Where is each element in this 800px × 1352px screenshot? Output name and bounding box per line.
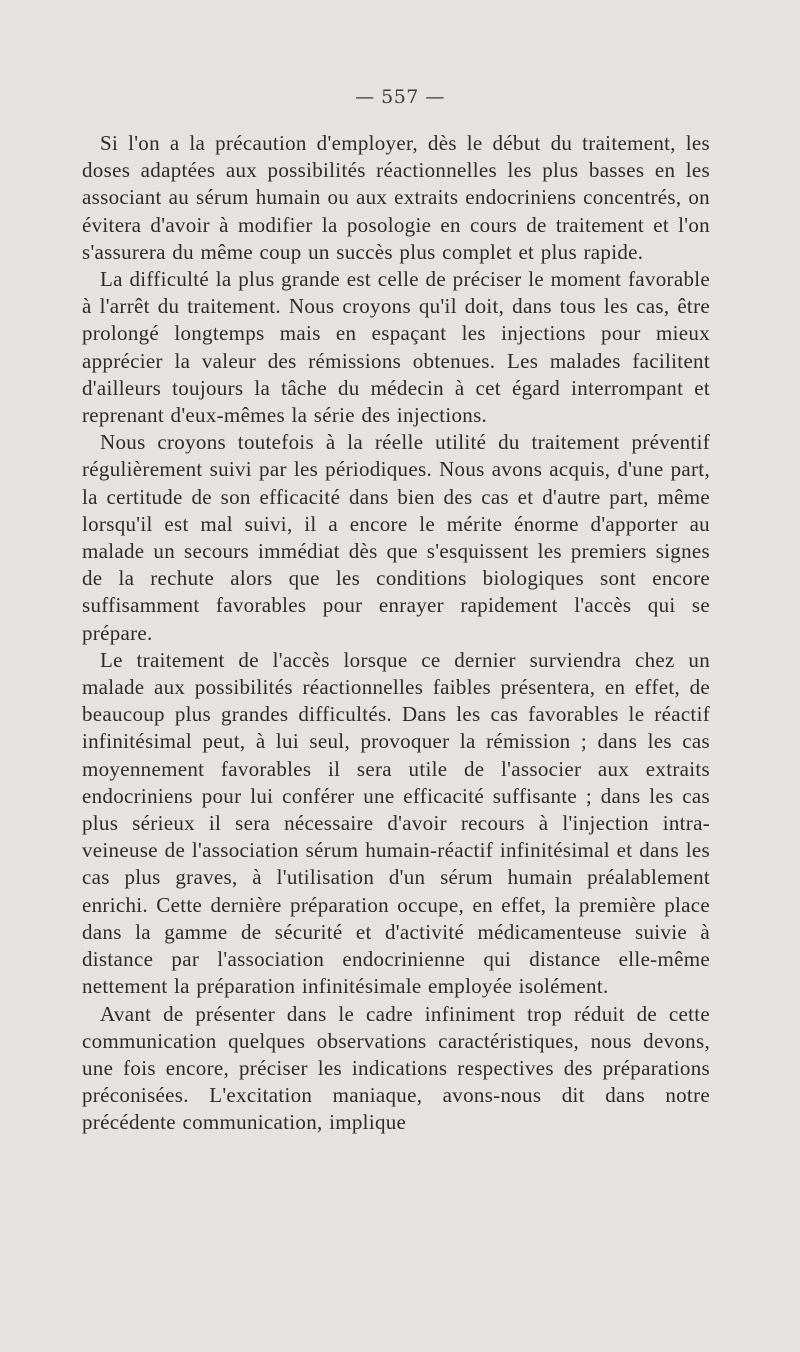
paragraph-5: Avant de présenter dans le cadre infiniment trop réduit de cette communication quelques observations caractéristiques, nous devons, une fois encore, préciser les indications respectives des préparations préconisées. L'excitation maniaque, avons-nous dit dans notre précédente communication, implique [82,1001,710,1135]
paragraph-4: Le traitement de l'accès lorsque ce dernier surviendra chez un malade aux possibilités réactionnelles faibles présentera, en effet, de beaucoup plus grandes difficultés. Dans les cas favorables le réactif infinitésimal peut, à lui seul, provoquer la rémission ; dans les cas moyennement favorables il sera utile de l'associer aux extraits endocriniens pour lui conférer une efficacité suffisante ; dans les cas plus sérieux il sera nécessaire d'avoir recours à l'injection intra-veineuse de l'association sérum humain-réactif infinitésimal et dans les cas plus graves, à l'utilisation d'un sérum humain préalablement enrichi. Cette dernière préparation occupe, en effet, la première place dans la gamme de sécurité et d'activité médicamenteuse suivie à distance par l'association endocrinienne qui distance elle-même nettement la préparation infinitésimale employée isolément. [82,647,710,999]
body-text [82,130,710,1137]
paragraph-2: La difficulté la plus grande est celle de préciser le moment favorable à l'arrêt du traitement. Nous croyons qu'il doit, dans tous les cas, être prolongé longtemps mais en espaçant les injections pour mieux apprécier la valeur des rémissions obtenues. Les malades facilitent d'ailleurs toujours la tâche du médecin à cet égard interrompant et reprenant d'eux-mêmes la série des injections. [82,267,710,428]
paragraph-1: Si l'on a la précaution d'employer, dès le début du traitement, les doses adaptées aux possibilités réactionnelles les plus basses en les associant au sérum humain ou aux extraits endocriniens concentrés, on évitera d'avoir à modifier la posologie en cours de traitement et l'on s'assurera du même coup un succès plus complet et plus rapide. [82,131,710,264]
page-number: — 557 — [355,86,445,108]
paragraph-3: Nous croyons toutefois à la réelle utilité du traitement préventif régulièrement suivi par les périodiques. Nous avons acquis, d'une part, la certitude de son efficacité dans bien des cas et d'autre part, même lorsqu'il est mal suivi, il a encore le mérite énorme d'apporter au malade un secours immédiat dès que s'esquissent les premiers signes de la rechute alors que les conditions biologiques sont encore suffisamment favorables pour enrayer rapidement l'accès qui se prépare. [82,430,710,645]
